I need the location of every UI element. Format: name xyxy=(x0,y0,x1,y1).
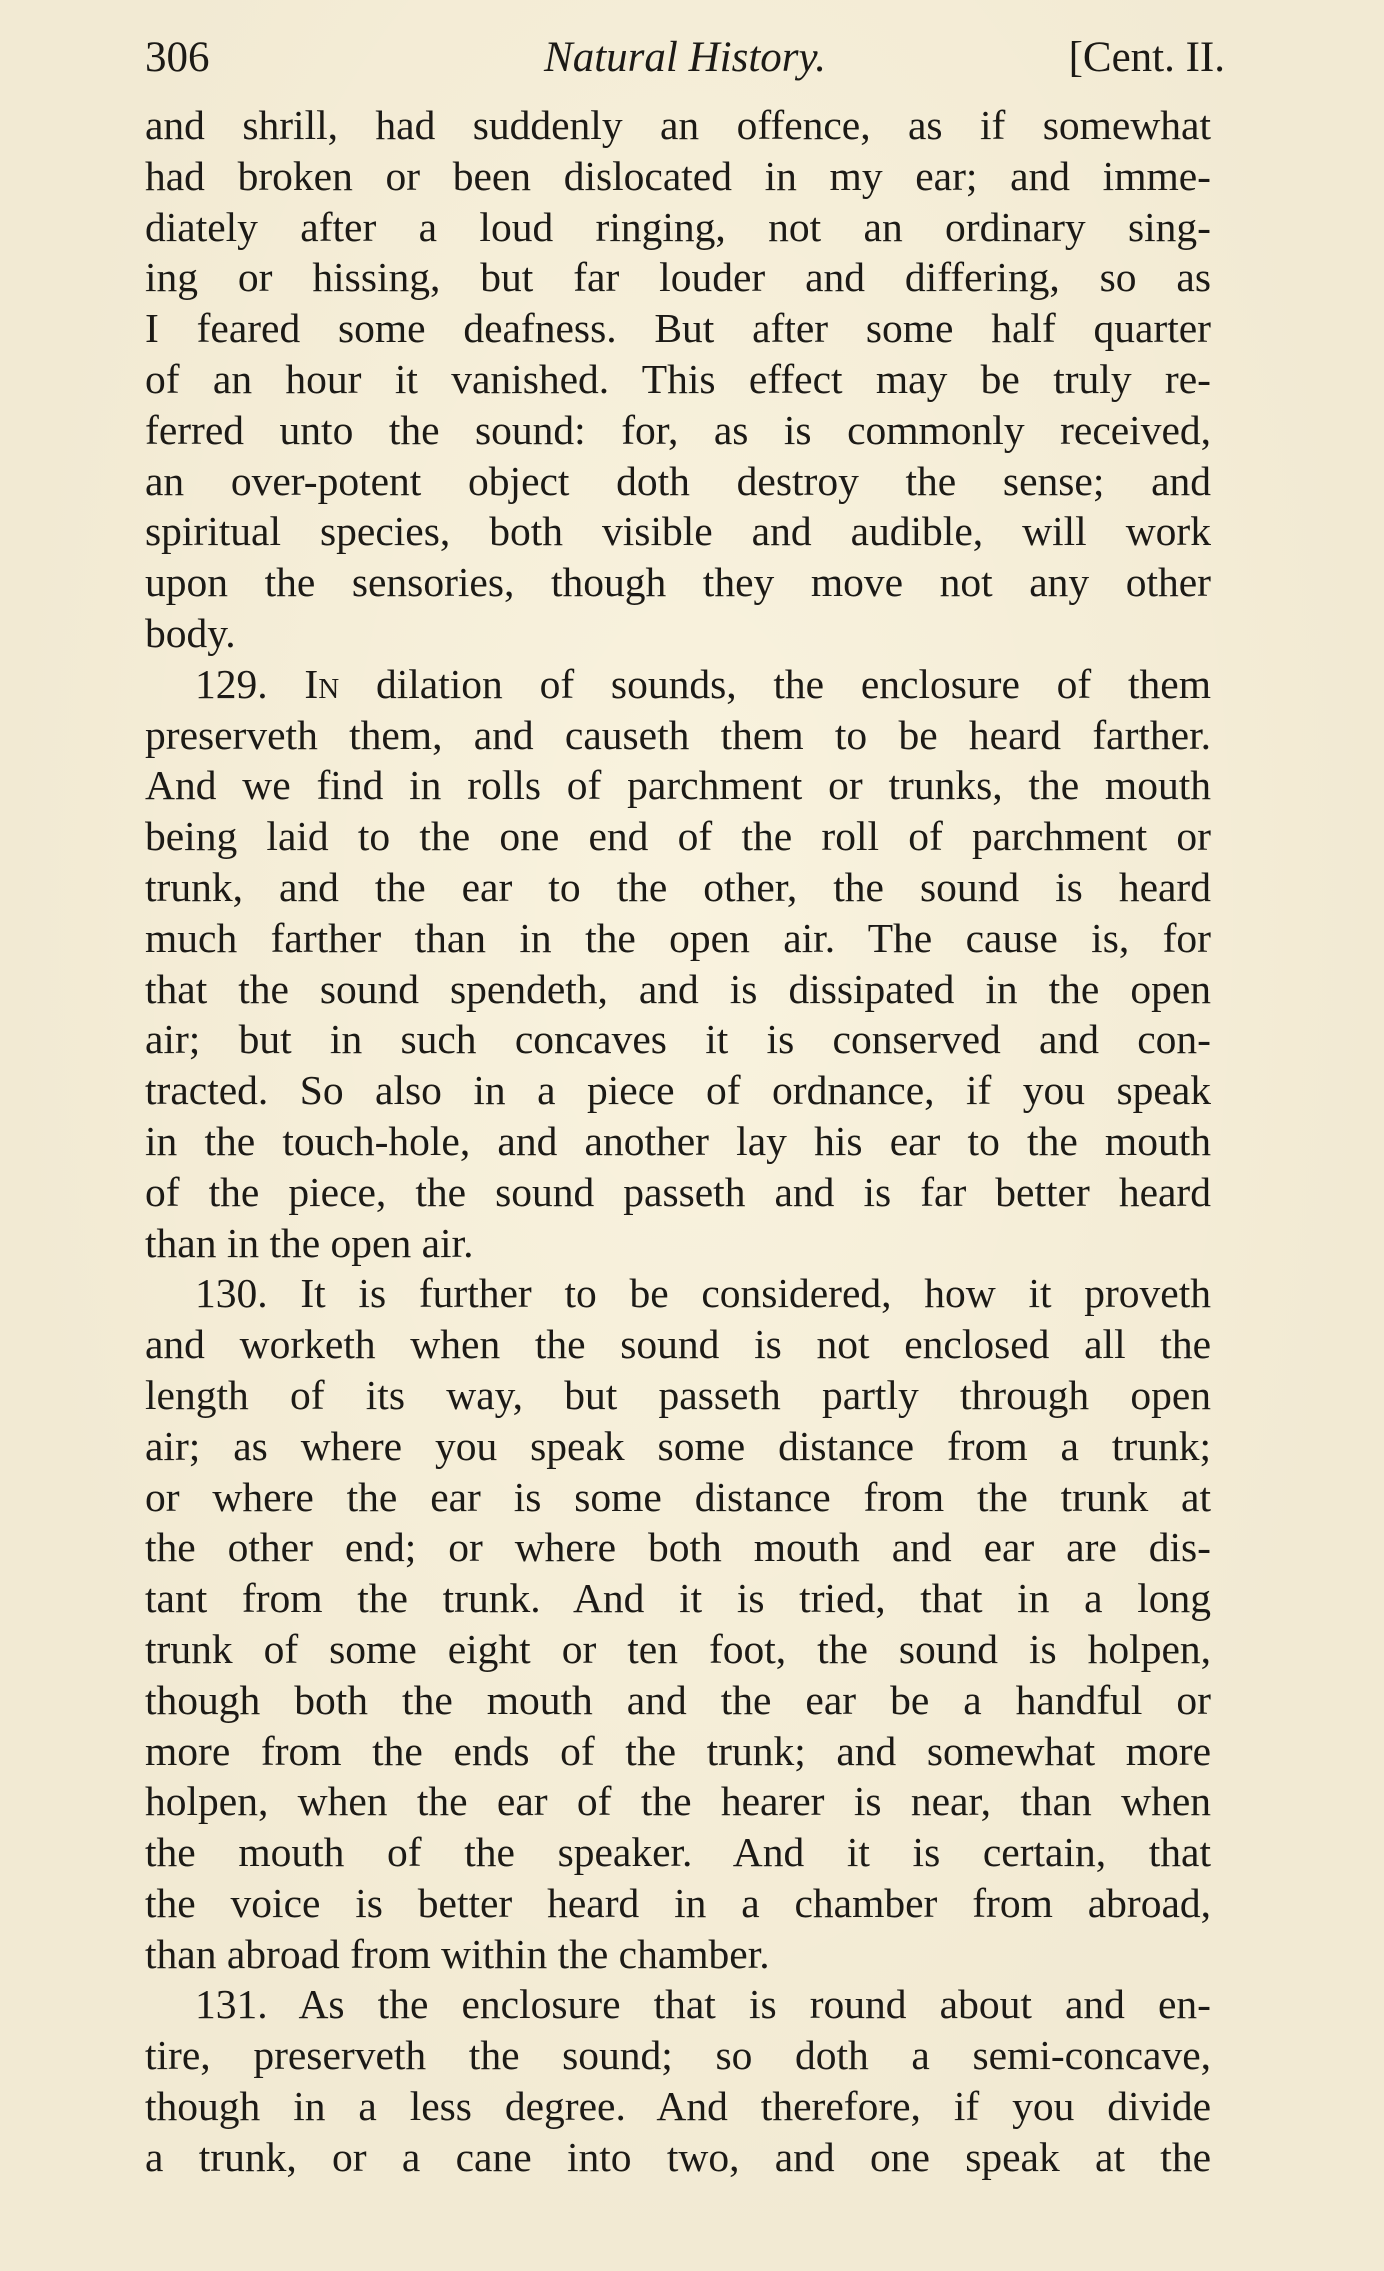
first-line-text: It is further to be considered, how it proveth xyxy=(300,1270,1212,1317)
text-line: or where the ear is some distance from the trunk at xyxy=(145,1473,1211,1520)
text-line: tracted. So also in a piece of ordnance, if you speak xyxy=(145,1067,1211,1114)
initial-word: In xyxy=(304,660,340,707)
paragraph-first-line xyxy=(145,1979,1211,2030)
text-line: being laid to the one end of the roll of parchment or xyxy=(145,813,1211,860)
text-line: trunk of some eight or ten foot, the sound is holpen, xyxy=(145,1625,1211,1672)
text-line: trunk, and the ear to the other, the sound is heard xyxy=(145,863,1211,910)
text-line: that the sound spendeth, and is dissipated in the open xyxy=(145,965,1211,1012)
text-line: body. xyxy=(145,609,236,656)
paragraph-130 xyxy=(145,1268,1211,1979)
text-line: than abroad from within the chamber. xyxy=(145,1930,770,1977)
text-line: air; but in such concaves it is conserved and con- xyxy=(145,1016,1211,1063)
paragraph-number: 129. xyxy=(195,660,268,707)
paragraph-continuation xyxy=(145,100,1211,659)
text-line: preserveth them, and causeth them to be heard farther. xyxy=(145,711,1211,758)
text-line: the voice is better heard in a chamber from abroad, xyxy=(145,1879,1211,1926)
first-line-text: dilation of sounds, the enclosure of them xyxy=(375,660,1212,707)
paragraph-131 xyxy=(145,1979,1211,2182)
page-number: 306 xyxy=(145,34,210,81)
text-line: a trunk, or a cane into two, and one speak at the xyxy=(145,2133,1211,2180)
text-line: air; as where you speak some distance from a trunk; xyxy=(145,1422,1211,1469)
text-line: much farther than in the open air. The cause is, for xyxy=(145,914,1211,961)
text-line: tant from the trunk. And it is tried, that in a long xyxy=(145,1575,1211,1622)
text-line: though both the mouth and the ear be a handful or xyxy=(145,1676,1211,1723)
text-line: the other end; or where both mouth and ear are dis- xyxy=(145,1524,1211,1571)
text-line: And we find in rolls of parchment or trunks, the mouth xyxy=(145,762,1211,809)
text-line: tire, preserveth the sound; so doth a semi-concave, xyxy=(145,2032,1211,2079)
text-line: more from the ends of the trunk; and somewhat more xyxy=(145,1727,1211,1774)
paragraph-number: 131. xyxy=(195,1981,268,2028)
text-line: I feared some deafness. But after some half quarter xyxy=(145,305,1211,352)
text-line: and worketh when the sound is not enclosed all the xyxy=(145,1321,1211,1368)
body-text xyxy=(145,100,1211,2183)
text-line: and shrill, had suddenly an offence, as if somewhat xyxy=(145,102,1211,148)
text-line: spiritual species, both visible and audible, will work xyxy=(145,508,1211,555)
text-line: of the piece, the sound passeth and is far better heard xyxy=(145,1168,1211,1215)
text-line: ing or hissing, but far louder and differing, so as xyxy=(145,254,1211,301)
running-header xyxy=(145,28,1225,88)
paragraph-129 xyxy=(145,659,1211,1269)
text-line: holpen, when the ear of the hearer is near, than when xyxy=(145,1778,1211,1825)
paragraph-number: 130. xyxy=(195,1270,268,1317)
text-line: in the touch-hole, and another lay his ear to the mouth xyxy=(145,1117,1211,1164)
text-line: though in a less degree. And therefore, if you divide xyxy=(145,2083,1211,2130)
first-line-text: As the enclosure that is round about and en- xyxy=(298,1981,1211,2028)
paragraph-first-line xyxy=(145,1268,1211,1319)
text-line: diately after a loud ringing, not an ordinary sing- xyxy=(145,203,1211,250)
text-line: than in the open air. xyxy=(145,1219,474,1266)
century-marker: [Cent. II. xyxy=(1068,34,1225,81)
paragraph-first-line xyxy=(145,659,1211,710)
text-line: of an hour it vanished. This effect may be truly re- xyxy=(145,355,1211,402)
text-line: the mouth of the speaker. And it is certain, that xyxy=(145,1829,1211,1876)
text-line: had broken or been dislocated in my ear; and imme- xyxy=(145,152,1211,199)
text-line: an over-potent object doth destroy the sense; and xyxy=(145,457,1211,504)
running-title: Natural History. xyxy=(544,34,826,81)
text-line: upon the sensories, though they move not any other xyxy=(145,559,1211,606)
text-line: length of its way, but passeth partly through open xyxy=(145,1371,1211,1418)
text-line: ferred unto the sound: for, as is commonly received, xyxy=(145,406,1211,453)
